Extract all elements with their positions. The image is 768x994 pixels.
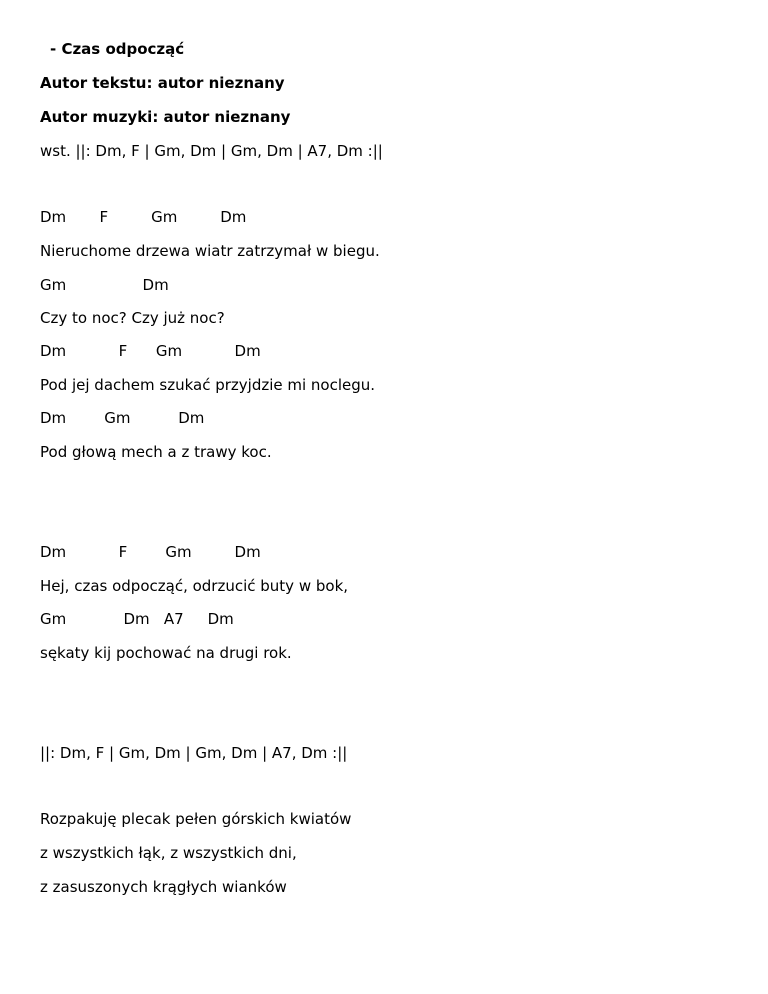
verse1-chords-1: Dm F Gm Dm <box>40 208 247 226</box>
verse1-lyrics-3: Pod jej dachem szukać przyjdzie mi noclegu. <box>40 376 376 394</box>
music-author: Autor muzyki: autor nieznany <box>40 108 291 126</box>
verse2-lyrics-2: z wszystkich łąk, z wszystkich dni, <box>40 844 297 862</box>
song-title: - Czas odpocząć <box>50 40 185 58</box>
lyrics-author: Autor tekstu: autor nieznany <box>40 74 285 92</box>
verse1-chords-4: Dm Gm Dm <box>40 409 205 427</box>
verse2-lyrics-3: z zasuszonych krągłych wianków <box>40 878 287 896</box>
interlude-chords: ||: Dm, F | Gm, Dm | Gm, Dm | A7, Dm :|| <box>40 744 348 762</box>
intro-chords: wst. ||: Dm, F | Gm, Dm | Gm, Dm | A7, Dm :|| <box>40 142 383 160</box>
verse1-lyrics-1: Nieruchome drzewa wiatr zatrzymał w biegu. <box>40 242 380 260</box>
verse1-chords-3: Dm F Gm Dm <box>40 342 261 360</box>
verse1-lyrics-4: Pod głową mech a z trawy koc. <box>40 443 272 461</box>
chorus-chords-2: Gm Dm A7 Dm <box>40 610 234 628</box>
verse2-lyrics-1: Rozpakuję plecak pełen górskich kwiatów <box>40 810 352 828</box>
chorus-lyrics-2: sękaty kij pochować na drugi rok. <box>40 644 292 662</box>
verse1-chords-2: Gm Dm <box>40 276 169 294</box>
chorus-chords-1: Dm F Gm Dm <box>40 543 261 561</box>
verse1-lyrics-2: Czy to noc? Czy już noc? <box>40 309 225 327</box>
chorus-lyrics-1: Hej, czas odpocząć, odrzucić buty w bok, <box>40 577 349 595</box>
